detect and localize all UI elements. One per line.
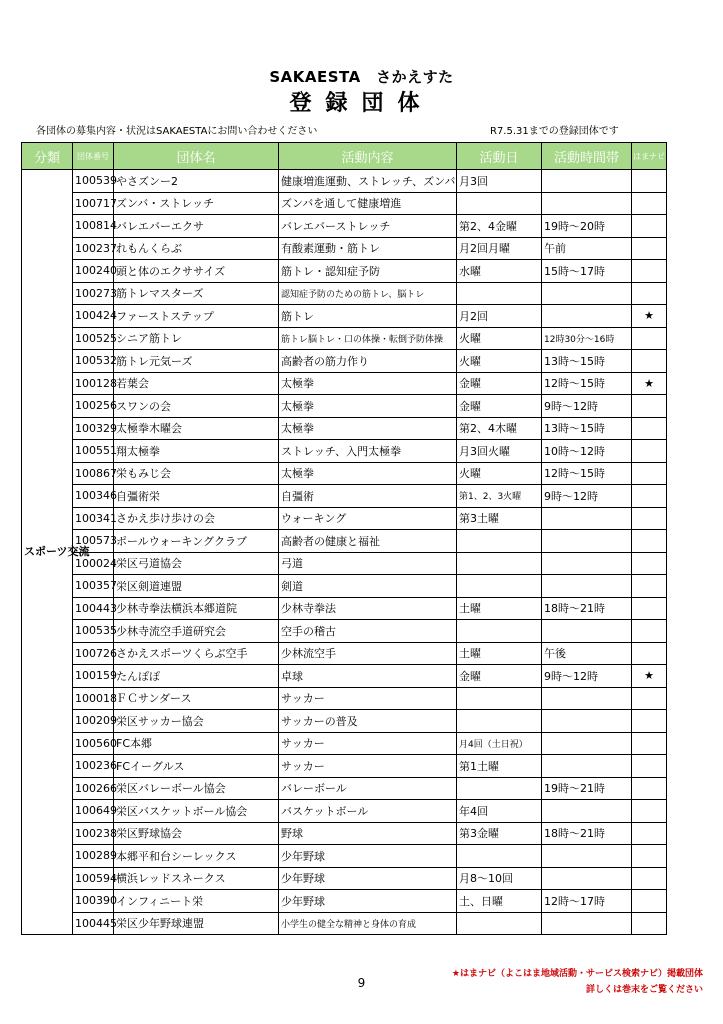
- table-row: [22, 777, 667, 800]
- activity-content: サッカー: [279, 755, 457, 778]
- table-row: [22, 687, 667, 710]
- footer-reference: 詳しくは巻末をご覧ください: [585, 985, 703, 995]
- activity-time: [542, 575, 632, 598]
- group-number: 100159: [73, 665, 114, 688]
- activity-time: [542, 800, 632, 823]
- group-number: 100329: [73, 417, 114, 440]
- activity-day: 月8～10回: [457, 867, 542, 890]
- group-name: ポールウォーキングクラブ: [114, 530, 279, 553]
- activity-day: 月3回: [457, 170, 542, 193]
- activity-time: [542, 912, 632, 935]
- activity-content: 小学生の健全な精神と身体の育成: [279, 912, 457, 935]
- activity-content: 認知症予防のための筋トレ、脳トレ: [279, 282, 457, 305]
- col-category: 分類: [22, 143, 73, 170]
- activity-day: 年4回: [457, 800, 542, 823]
- group-number: 100273: [73, 282, 114, 305]
- category-cell: スポーツ交流: [22, 170, 73, 935]
- document-subtitle: 登録団体: [289, 91, 434, 116]
- activity-time: 19時～21時: [542, 777, 632, 800]
- group-number: 100266: [73, 777, 114, 800]
- hamanavi-mark: [632, 237, 667, 260]
- group-number: 100237: [73, 237, 114, 260]
- group-number: 100532: [73, 350, 114, 373]
- group-number: 100717: [73, 192, 114, 215]
- activity-day: 火曜: [457, 327, 542, 350]
- activity-day: [457, 620, 542, 643]
- group-name: さかえスポーツくらぶ空手: [114, 642, 279, 665]
- group-number: 100341: [73, 507, 114, 530]
- activity-day: 水曜: [457, 260, 542, 283]
- group-name: 翔太極拳: [114, 440, 279, 463]
- group-number: 100539: [73, 170, 114, 193]
- activity-time: [542, 170, 632, 193]
- group-name: 栄区剣道連盟: [114, 575, 279, 598]
- group-number: 100236: [73, 755, 114, 778]
- col-day: 活動日: [457, 143, 542, 170]
- activity-content: 高齢者の筋力作り: [279, 350, 457, 373]
- activity-time: 10時～12時: [542, 440, 632, 463]
- group-number: 100594: [73, 867, 114, 890]
- table-row: [22, 845, 667, 868]
- hamanavi-mark: [632, 710, 667, 733]
- col-activity: 活動内容: [279, 143, 457, 170]
- activity-day: [457, 710, 542, 733]
- group-number: 100535: [73, 620, 114, 643]
- hamanavi-mark: [632, 192, 667, 215]
- group-name: シニア筋トレ: [114, 327, 279, 350]
- group-name: 栄もみじ会: [114, 462, 279, 485]
- group-name: 筋トレマスターズ: [114, 282, 279, 305]
- hamanavi-mark: [632, 350, 667, 373]
- activity-day: 金曜: [457, 372, 542, 395]
- group-name: ファーストステップ: [114, 305, 279, 328]
- activity-content: 筋トレ脳トレ・口の体操・転倒予防体操: [279, 327, 457, 350]
- activity-day: 月3回火曜: [457, 440, 542, 463]
- hamanavi-mark: [632, 912, 667, 935]
- table-row: [22, 642, 667, 665]
- activity-content: 空手の稽古: [279, 620, 457, 643]
- hamanavi-mark: [632, 260, 667, 283]
- table-row: [22, 462, 667, 485]
- hamanavi-mark: [632, 462, 667, 485]
- table-row: [22, 440, 667, 463]
- group-number: 100443: [73, 597, 114, 620]
- activity-day: 金曜: [457, 665, 542, 688]
- group-number: 100445: [73, 912, 114, 935]
- activity-time: 午前: [542, 237, 632, 260]
- activity-content: ストレッチ、入門太極拳: [279, 440, 457, 463]
- activity-time: 12時30分～16時: [542, 327, 632, 350]
- activity-content: バレエバーストレッチ: [279, 215, 457, 238]
- hamanavi-mark: [632, 485, 667, 508]
- activity-day: 第2、4木曜: [457, 417, 542, 440]
- hamanavi-mark: [632, 890, 667, 913]
- activity-time: 9時～12時: [542, 485, 632, 508]
- table-row: [22, 237, 667, 260]
- table-row: [22, 417, 667, 440]
- activity-time: [542, 620, 632, 643]
- activity-time: [542, 282, 632, 305]
- activity-time: 18時～21時: [542, 597, 632, 620]
- table-row: [22, 575, 667, 598]
- activity-content: 健康増進運動、ストレッチ、ズンバ: [279, 170, 457, 193]
- activity-day: 月2回: [457, 305, 542, 328]
- group-name: さかえ歩け歩けの会: [114, 507, 279, 530]
- activity-content: サッカーの普及: [279, 710, 457, 733]
- group-name: 少林寺拳法横浜本郷道院: [114, 597, 279, 620]
- activity-content: バスケットボール: [279, 800, 457, 823]
- document-title: SAKAESTA さかえすた: [269, 68, 454, 86]
- col-name: 団体名: [114, 143, 279, 170]
- group-number: 100390: [73, 890, 114, 913]
- hamanavi-mark: ★: [632, 665, 667, 688]
- group-number: 100726: [73, 642, 114, 665]
- activity-time: [542, 192, 632, 215]
- activity-content: 太極拳: [279, 395, 457, 418]
- group-number: 100024: [73, 552, 114, 575]
- hamanavi-mark: [632, 552, 667, 575]
- activity-content: 少年野球: [279, 890, 457, 913]
- group-name: 若葉会: [114, 372, 279, 395]
- table-row: [22, 800, 667, 823]
- activity-time: [542, 552, 632, 575]
- group-name: インフィニート栄: [114, 890, 279, 913]
- group-name: 栄区少年野球連盟: [114, 912, 279, 935]
- activity-day: [457, 687, 542, 710]
- table-row: [22, 552, 667, 575]
- activity-content: 少林寺拳法: [279, 597, 457, 620]
- hamanavi-mark: [632, 597, 667, 620]
- group-table: [21, 142, 667, 935]
- activity-day: 火曜: [457, 350, 542, 373]
- hamanavi-mark: [632, 530, 667, 553]
- group-name: 栄区サッカー協会: [114, 710, 279, 733]
- group-name: 自彊術栄: [114, 485, 279, 508]
- activity-day: 月4回（土日祝）: [457, 732, 542, 755]
- group-name: FC本郷: [114, 732, 279, 755]
- hamanavi-mark: [632, 507, 667, 530]
- hamanavi-mark: ★: [632, 305, 667, 328]
- group-number: 100289: [73, 845, 114, 868]
- table-row: [22, 170, 667, 193]
- group-number: 100867: [73, 462, 114, 485]
- activity-content: 太極拳: [279, 417, 457, 440]
- hamanavi-mark: [632, 867, 667, 890]
- activity-day: [457, 777, 542, 800]
- activity-time: 13時～15時: [542, 350, 632, 373]
- group-name: FCイーグルス: [114, 755, 279, 778]
- activity-content: 少年野球: [279, 845, 457, 868]
- activity-time: 12時～15時: [542, 372, 632, 395]
- group-number: 100649: [73, 800, 114, 823]
- activity-time: 9時～12時: [542, 665, 632, 688]
- activity-content: 剣道: [279, 575, 457, 598]
- activity-day: 第3金曜: [457, 822, 542, 845]
- group-name: 本郷平和台シーレックス: [114, 845, 279, 868]
- group-number: 100128: [73, 372, 114, 395]
- activity-day: 月2回月曜: [457, 237, 542, 260]
- activity-content: 太極拳: [279, 462, 457, 485]
- hamanavi-mark: [632, 282, 667, 305]
- activity-content: 有酸素運動・筋トレ: [279, 237, 457, 260]
- activity-content: 野球: [279, 822, 457, 845]
- activity-content: ズンバを通して健康増進: [279, 192, 457, 215]
- group-name: 栄区バスケットボール協会: [114, 800, 279, 823]
- table-row: [22, 710, 667, 733]
- group-number: 100814: [73, 215, 114, 238]
- hamanavi-mark: [632, 755, 667, 778]
- group-name: スワンの会: [114, 395, 279, 418]
- col-hama: はまナビ: [632, 143, 667, 170]
- activity-time: [542, 305, 632, 328]
- activity-time: [542, 755, 632, 778]
- table-row: [22, 890, 667, 913]
- activity-day: 金曜: [457, 395, 542, 418]
- group-name: 太極拳木曜会: [114, 417, 279, 440]
- activity-content: 筋トレ: [279, 305, 457, 328]
- activity-time: 午後: [542, 642, 632, 665]
- group-number: 100346: [73, 485, 114, 508]
- activity-day: 土曜: [457, 642, 542, 665]
- activity-content: サッカー: [279, 687, 457, 710]
- activity-content: 卓球: [279, 665, 457, 688]
- activity-time: [542, 732, 632, 755]
- activity-day: [457, 192, 542, 215]
- group-name: バレエバーエクサ: [114, 215, 279, 238]
- activity-day: 第3土曜: [457, 507, 542, 530]
- activity-time: [542, 845, 632, 868]
- date-note: R7.5.31までの登録団体です: [490, 126, 619, 137]
- activity-day: [457, 575, 542, 598]
- hamanavi-mark: [632, 327, 667, 350]
- activity-time: 13時～15時: [542, 417, 632, 440]
- page-number: 9: [357, 976, 366, 990]
- activity-day: [457, 552, 542, 575]
- table-row: [22, 867, 667, 890]
- activity-time: 12時～15時: [542, 462, 632, 485]
- group-number: 100209: [73, 710, 114, 733]
- hamanavi-mark: [632, 575, 667, 598]
- activity-content: 自彊術: [279, 485, 457, 508]
- activity-time: [542, 687, 632, 710]
- table-row: [22, 215, 667, 238]
- hamanavi-mark: [632, 732, 667, 755]
- group-name: 横浜レッドスネークス: [114, 867, 279, 890]
- activity-content: バレーボール: [279, 777, 457, 800]
- activity-day: [457, 530, 542, 553]
- hamanavi-mark: [632, 687, 667, 710]
- group-number: 100357: [73, 575, 114, 598]
- activity-content: 少年野球: [279, 867, 457, 890]
- hamanavi-mark: [632, 215, 667, 238]
- activity-time: [542, 530, 632, 553]
- group-name: 少林寺流空手道研究会: [114, 620, 279, 643]
- table-row: [22, 395, 667, 418]
- activity-day: [457, 912, 542, 935]
- activity-time: 12時～17時: [542, 890, 632, 913]
- table-row: [22, 912, 667, 935]
- table-row: [22, 530, 667, 553]
- table-row: [22, 327, 667, 350]
- hamanavi-mark: [632, 845, 667, 868]
- table-row: [22, 822, 667, 845]
- activity-day: 第1、2、3火曜: [457, 485, 542, 508]
- table-row: [22, 192, 667, 215]
- table-row: [22, 372, 667, 395]
- group-number: 100424: [73, 305, 114, 328]
- hamanavi-mark: [632, 800, 667, 823]
- group-number: 100573: [73, 530, 114, 553]
- table-body: [22, 170, 667, 935]
- table-row: [22, 755, 667, 778]
- activity-content: 高齢者の健康と福祉: [279, 530, 457, 553]
- group-name: 栄区野球協会: [114, 822, 279, 845]
- hamanavi-mark: [632, 620, 667, 643]
- inquiry-note: 各団体の募集内容・状況はSAKAESTAにお問い合わせください: [36, 126, 318, 137]
- table-row: [22, 620, 667, 643]
- table-row: [22, 260, 667, 283]
- activity-time: [542, 507, 632, 530]
- table-header-row: [22, 143, 667, 170]
- hamanavi-mark: [632, 170, 667, 193]
- activity-content: 筋トレ・認知症予防: [279, 260, 457, 283]
- activity-time: 18時～21時: [542, 822, 632, 845]
- col-time: 活動時間帯: [542, 143, 632, 170]
- activity-day: 土曜: [457, 597, 542, 620]
- group-name: 栄区バレーボール協会: [114, 777, 279, 800]
- hamanavi-mark: [632, 777, 667, 800]
- table-row: [22, 305, 667, 328]
- activity-day: 火曜: [457, 462, 542, 485]
- table-row: [22, 732, 667, 755]
- group-name: ズンバ・ストレッチ: [114, 192, 279, 215]
- group-number: 100238: [73, 822, 114, 845]
- activity-time: 9時～12時: [542, 395, 632, 418]
- activity-day: [457, 845, 542, 868]
- activity-time: [542, 710, 632, 733]
- group-number: 100240: [73, 260, 114, 283]
- hamanavi-mark: ★: [632, 372, 667, 395]
- col-number: 団体番号: [73, 143, 114, 170]
- table-row: [22, 485, 667, 508]
- hamanavi-mark: [632, 395, 667, 418]
- table-row: [22, 507, 667, 530]
- hamanavi-mark: [632, 822, 667, 845]
- activity-day: 土、日曜: [457, 890, 542, 913]
- hamanavi-mark: [632, 440, 667, 463]
- table-row: [22, 665, 667, 688]
- activity-content: 少林流空手: [279, 642, 457, 665]
- activity-time: [542, 867, 632, 890]
- hamanavi-mark: [632, 642, 667, 665]
- activity-content: 太極拳: [279, 372, 457, 395]
- table-row: [22, 597, 667, 620]
- activity-content: ウォーキング: [279, 507, 457, 530]
- group-name: ＦＣサンダース: [114, 687, 279, 710]
- activity-day: [457, 282, 542, 305]
- activity-time: 19時～20時: [542, 215, 632, 238]
- activity-content: サッカー: [279, 732, 457, 755]
- table-row: [22, 350, 667, 373]
- group-number: 100256: [73, 395, 114, 418]
- activity-content: 弓道: [279, 552, 457, 575]
- activity-time: 15時～17時: [542, 260, 632, 283]
- hamanavi-mark: [632, 417, 667, 440]
- group-name: 筋トレ元気ーズ: [114, 350, 279, 373]
- group-number: 100551: [73, 440, 114, 463]
- group-name: 栄区弓道協会: [114, 552, 279, 575]
- activity-day: 第1土曜: [457, 755, 542, 778]
- group-name: たんぽぽ: [114, 665, 279, 688]
- group-name: れもんくらぶ: [114, 237, 279, 260]
- group-number: 100018: [73, 687, 114, 710]
- group-number: 100525: [73, 327, 114, 350]
- group-name: 頭と体のエクササイズ: [114, 260, 279, 283]
- table-row: [22, 282, 667, 305]
- group-name: やさズンー2: [114, 170, 279, 193]
- footer-legend: ★はまナビ（よこはま地域活動・サービス検索ナビ）掲載団体: [451, 969, 703, 979]
- activity-day: 第2、4金曜: [457, 215, 542, 238]
- group-number: 100560: [73, 732, 114, 755]
